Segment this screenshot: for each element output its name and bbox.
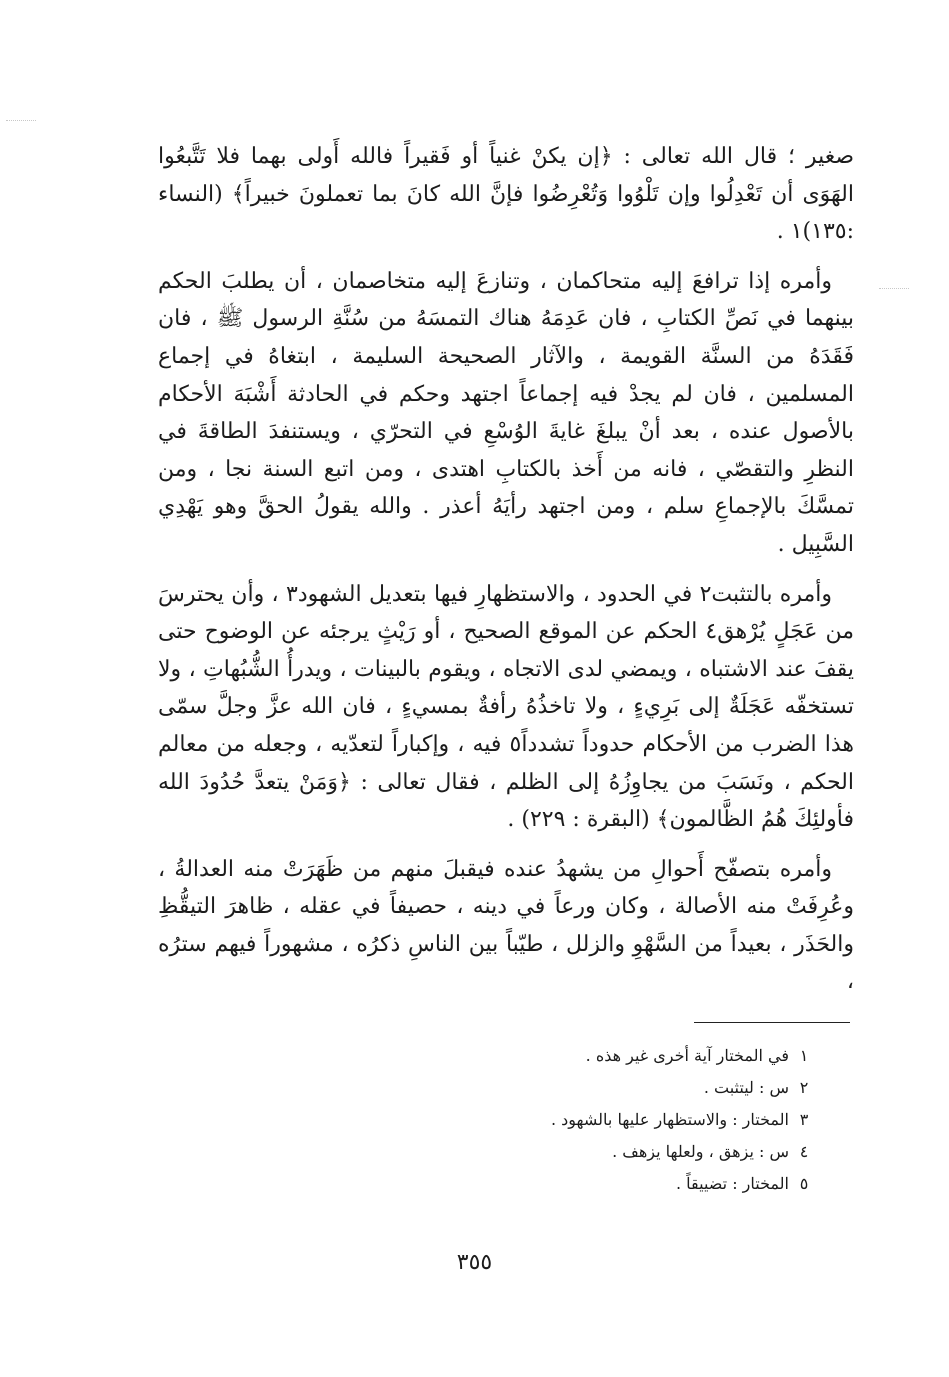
footnote-number: ١ xyxy=(799,1046,809,1065)
footnote-text: س : يزهق ، ولعلها يزهف . xyxy=(612,1142,789,1161)
footnote-number: ٢ xyxy=(799,1078,809,1097)
paragraph-3: وأمره بالتثبت٢ في الحدود ، والاستظهارِ فيها بتعديل الشهود٣ ، وأن يحترسَ من عَجَلٍ يُرْهق٤ الحكم عن الموقع الصحيح ، أو رَيْثٍ يرجئه عن الوضوح حتى يقفَ عند الاشتباه ، ويمضي لدى الاتجاه ، ويقوم بالبينات ، ويدرأُ الشُّبُهاتِ ، ولا تستخفّه عَجَلَةٌ إلى بَرِيءٍ ، ولا تاخذُهُ رأفةٌ بمسيءٍ ، فان الله عزَّ وجلَّ سمّى هذا الضرب من الأحكام حدوداً تشدداً٥ فيه ، وإكباراً لتعدّيه ، وجعله من معالم الحكم ، ونَسَبَ من يجاوِزُهُ إلى الظلم ، فقال تعالى : ﴿وَمَنْ يتعدَّ حُدُودَ الله فأولئِكَ هُمُ الظَّالمون﴾ (البقرة : ٢٢٩) . xyxy=(158,581,855,833)
footnote-number: ٤ xyxy=(799,1142,809,1161)
scan-margin-mark-right xyxy=(879,288,909,289)
footnote-item xyxy=(300,1104,819,1136)
footnote-separator xyxy=(694,1022,850,1023)
footnote-number: ٣ xyxy=(799,1110,809,1129)
page-number: ٣٥٥ xyxy=(456,1250,493,1275)
footnote-item xyxy=(300,1168,819,1200)
footnote-text: في المختار آية أخرى غير هذه . xyxy=(585,1046,789,1065)
paragraph-2: وأمره إذا ترافعَ إليه متحاكمان ، وتنازعَ إليه متخاصمان ، أن يطلبَ الحكم بينهما في نَصِّ الكتابِ ، فان عَدِمَهُ هناك التمسَهُ من سُنَّةِ الرسول ﷺ ، فان فَقَدَهُ من السنَّة القويمة ، والآثار الصحيحة السليمة ، ابتغاهُ في إجماع المسلمين ، فان لم يجدْ فيه إجماعاً اجتهد وحكم في الحادثة أَشْبَهَ الأحكام بالأصول عنده ، بعد أنْ يبلغَ غايةَ الوُسْعِ في التحرّي ، ويستنفدَ الطاقةَ في النظرِ والتقصّي ، فانه من أَخذ بالكتابِ اهتدى ، ومن اتبع السنة نجا ، ومن تمسَّكَ بالإجماعِ سلم ، ومن اجتهد رأيَهُ أعذر . والله يقولُ الحقَّ وهو يَهْدِي السَّبِيل . xyxy=(158,268,854,557)
footnote-text: س : ليتثبت . xyxy=(703,1078,789,1097)
paragraph-4: وأمره بتصفّح أَحوالِ من يشهدُ عنده فيقبلَ منهم من ظَهَرَتْ منه العدالةُ ، وعُرِفَتْ منه الأصالة ، وكان ورعاً في دينه ، حصيفاً في عقله ، ظاهرَ التيقُّظِ والحَذَر ، بعيداً من السَّهْوِ والزلل ، طيّباً بين الناسِ ذكرُه ، مشهوراً فيهم سترُه ، xyxy=(158,856,854,995)
footnote-item xyxy=(300,1040,819,1072)
footnote-item xyxy=(300,1136,819,1168)
scan-margin-mark xyxy=(6,120,36,121)
footnotes xyxy=(300,1040,819,1200)
footnote-number: ٥ xyxy=(799,1174,809,1193)
paragraph-1: صغير ؛ قال الله تعالى : ﴿إن يكنْ غنياً أو فَقيراً فالله أَولى بهما فلا تَتَّبعُوا الهَوَى أن تَعْدِلُوا وإن تَلْوُوا وَتُعْرِضُوا فإنَّ الله كانَ بما تعملونَ خبيراً﴾ (النساء :١٣٥)١ . xyxy=(158,144,854,245)
footnote-text: المختار : تضييقاً . xyxy=(675,1174,789,1193)
footnote-item xyxy=(300,1072,819,1104)
footnote-text: المختار : والاستظهار عليها بالشهود . xyxy=(550,1110,789,1129)
main-text-block xyxy=(158,138,854,1001)
